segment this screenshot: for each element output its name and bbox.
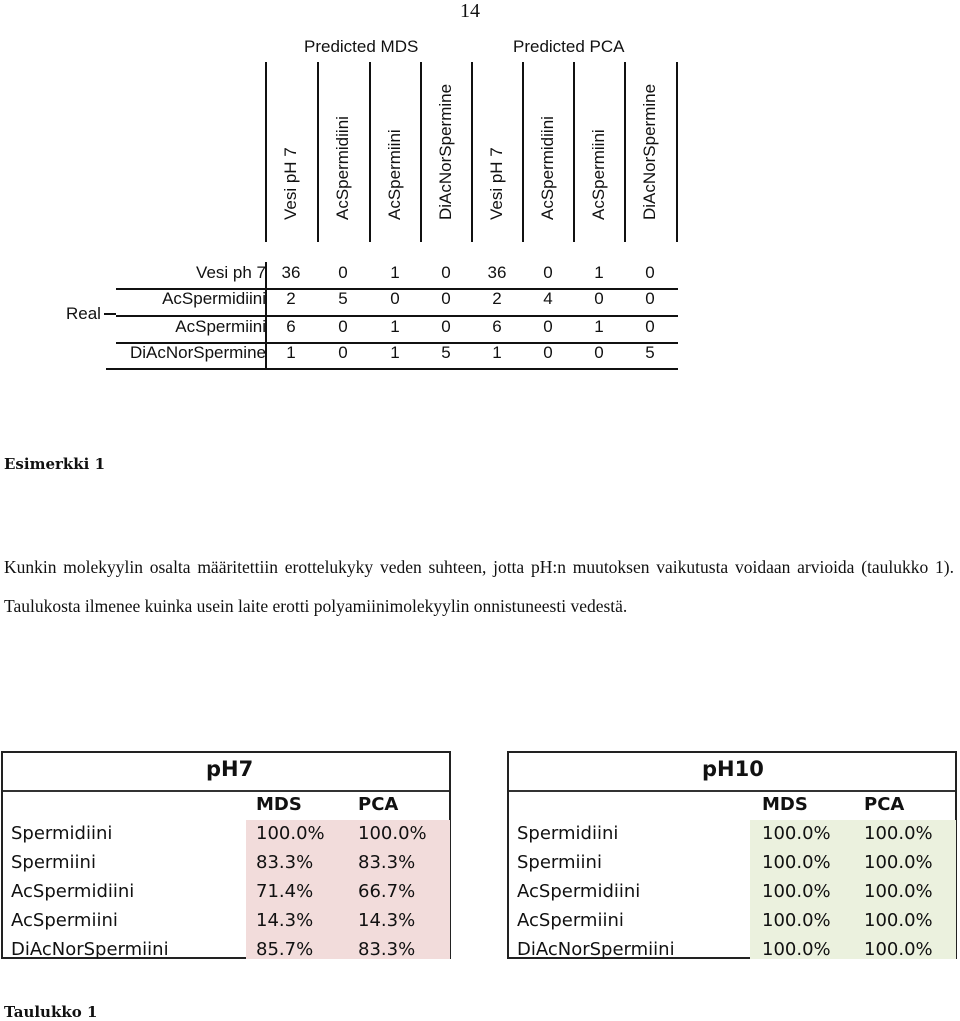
section-heading: Esimerkki 1 xyxy=(4,455,106,473)
group-label-mds: Predicted MDS xyxy=(304,37,419,56)
result-row-mds: 100.0% xyxy=(762,823,831,844)
matrix-cell: 0 xyxy=(543,317,553,336)
result-row-pca: 100.0% xyxy=(864,910,933,931)
result-row-pca: 100.0% xyxy=(864,881,933,902)
result-row-name: Spermiini xyxy=(517,852,602,873)
result-row-pca: 66.7% xyxy=(358,881,416,902)
matrix-cell: 0 xyxy=(543,263,553,282)
matrix-cell: 0 xyxy=(338,317,348,336)
matrix-cell: 36 xyxy=(487,263,507,282)
matrix-column-header-text: AcSpermiini xyxy=(589,129,608,220)
matrix-column-header-text: Vesi pH 7 xyxy=(281,147,300,220)
result-row-mds: 14.3% xyxy=(256,910,314,931)
result-row-name: AcSpermidiini xyxy=(517,881,641,902)
matrix-column-header xyxy=(522,64,574,240)
table-ph7 xyxy=(1,751,451,959)
matrix-cell: 0 xyxy=(543,343,553,362)
matrix-column-header-text: AcSpermidiini xyxy=(538,116,557,220)
result-row-pca: 100.0% xyxy=(864,852,933,873)
matrix-cell: 1 xyxy=(390,343,400,362)
result-row-name: AcSpermiini xyxy=(517,910,624,931)
matrix-row-label: AcSpermidiini xyxy=(162,289,266,308)
matrix-column-header-text: DiAcNorSpermine xyxy=(436,83,455,220)
matrix-cell: 5 xyxy=(441,343,451,362)
result-row-pca: 83.3% xyxy=(358,939,416,960)
matrix-row-divider xyxy=(106,368,678,370)
result-row-pca: 100.0% xyxy=(864,939,933,960)
matrix-column-divider xyxy=(676,62,678,242)
matrix-row-label: AcSpermiini xyxy=(175,317,266,336)
matrix-column-header-text: DiAcNorSpermine xyxy=(640,83,659,220)
table-ph10-col-pca: PCA xyxy=(864,794,905,815)
matrix-cell: 1 xyxy=(286,343,296,362)
table-ph7-header-line xyxy=(3,790,449,792)
matrix-column-header xyxy=(573,64,625,240)
row-group-label: Real xyxy=(66,304,101,323)
matrix-cell: 36 xyxy=(281,263,301,282)
matrix-cell: 1 xyxy=(594,263,604,282)
matrix-cell: 5 xyxy=(338,289,348,308)
result-row-name: DiAcNorSpermiini xyxy=(517,939,675,960)
result-row-mds: 85.7% xyxy=(256,939,314,960)
matrix-cell: 6 xyxy=(492,317,502,336)
body-paragraph: Kunkin molekyylin osalta määritettiin erottelukyky veden suhteen, jotta pH:n muutoksen vaikutusta voidaan arvioida (taulukko 1). Taulukosta ilmenee kuinka usein laite erotti polyamiinimolekyylin onnistuneesti vedestä. xyxy=(4,557,954,616)
matrix-cell: 0 xyxy=(594,289,604,308)
result-row-pca: 83.3% xyxy=(358,852,416,873)
matrix-cell: 2 xyxy=(286,289,296,308)
matrix-cell: 0 xyxy=(645,289,655,308)
table-ph10-col-mds: MDS xyxy=(762,794,808,815)
matrix-column-header xyxy=(265,64,317,240)
matrix-cell: 0 xyxy=(338,263,348,282)
matrix-cell: 6 xyxy=(286,317,296,336)
matrix-column-header xyxy=(420,64,472,240)
result-row-pca: 100.0% xyxy=(358,823,427,844)
result-row-mds: 100.0% xyxy=(762,939,831,960)
matrix-cell: 0 xyxy=(390,289,400,308)
table-ph10 xyxy=(507,751,957,959)
table-ph10-header-line xyxy=(509,790,955,792)
matrix-column-header xyxy=(624,64,676,240)
table-ph7-col-pca: PCA xyxy=(358,794,399,815)
matrix-cell: 0 xyxy=(441,289,451,308)
matrix-column-header xyxy=(317,64,369,240)
result-row-mds: 71.4% xyxy=(256,881,314,902)
matrix-cell: 5 xyxy=(645,343,655,362)
result-row-mds: 100.0% xyxy=(762,910,831,931)
result-row-mds: 100.0% xyxy=(762,852,831,873)
matrix-cell: 0 xyxy=(645,317,655,336)
matrix-row-label: DiAcNorSpermine xyxy=(129,343,266,362)
table-caption: Taulukko 1 xyxy=(4,1003,98,1021)
matrix-cell: 1 xyxy=(492,343,502,362)
matrix-cell: 0 xyxy=(594,343,604,362)
result-row-pca: 100.0% xyxy=(864,823,933,844)
matrix-cell: 4 xyxy=(543,289,553,308)
matrix-cell: 0 xyxy=(441,263,451,282)
result-row-name: Spermiini xyxy=(11,852,96,873)
row-group-bracket xyxy=(104,313,116,315)
matrix-cell: 1 xyxy=(390,317,400,336)
matrix-column-header-text: AcSpermidiini xyxy=(333,116,352,220)
matrix-cell: 0 xyxy=(441,317,451,336)
result-row-name: AcSpermiini xyxy=(11,910,118,931)
result-row-mds: 100.0% xyxy=(256,823,325,844)
matrix-cell: 0 xyxy=(338,343,348,362)
matrix-cell: 1 xyxy=(594,317,604,336)
result-row-mds: 83.3% xyxy=(256,852,314,873)
matrix-row-label: Vesi ph 7 xyxy=(196,263,266,282)
result-row-pca: 14.3% xyxy=(358,910,416,931)
matrix-cell: 1 xyxy=(390,263,400,282)
group-label-pca: Predicted PCA xyxy=(513,37,625,56)
table-ph7-title: pH7 xyxy=(206,757,254,781)
matrix-column-header xyxy=(471,64,523,240)
matrix-cell: 0 xyxy=(645,263,655,282)
matrix-column-header-text: AcSpermiini xyxy=(385,129,404,220)
matrix-column-header-text: Vesi pH 7 xyxy=(487,147,506,220)
result-row-name: Spermidiini xyxy=(517,823,619,844)
result-row-name: Spermidiini xyxy=(11,823,113,844)
result-row-name: AcSpermidiini xyxy=(11,881,135,902)
matrix-column-header xyxy=(369,64,421,240)
result-row-mds: 100.0% xyxy=(762,881,831,902)
table-ph7-col-mds: MDS xyxy=(256,794,302,815)
page-number: 14 xyxy=(460,0,480,22)
result-row-name: DiAcNorSpermiini xyxy=(11,939,169,960)
table-ph10-title: pH10 xyxy=(702,757,764,781)
matrix-cell: 2 xyxy=(492,289,502,308)
